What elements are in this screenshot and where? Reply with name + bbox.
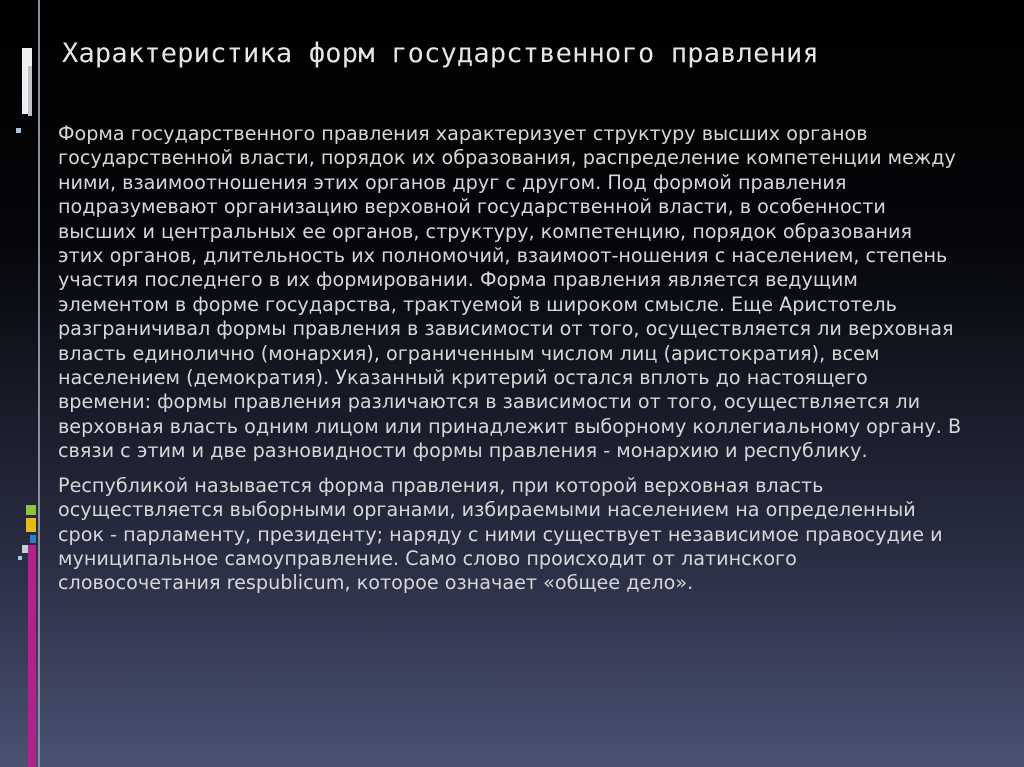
strip-divider-line [38,0,40,767]
slide-content [58,122,963,606]
slide-title: Характеристика форм государственного правления [62,38,819,69]
magenta-bar-deco [28,545,36,767]
green-stripe-deco [26,505,36,515]
small-marker-deco-2 [18,556,22,560]
paragraph-republic: Республикой называется форма правления, при которой верховная власть осуществляется выборными органами, избираемыми населением на определенный срок - парламенту, президенту; наряду с ними существует независимое правосудие и муниципальное самоуправление. Само слово происходит от латинского словосочетания respublicum, которое означает «общее дело». [58,473,943,595]
blue-stripe-deco [30,535,36,543]
white-bar-deco-2 [28,66,32,116]
small-marker-deco [16,128,21,133]
yellow-stripe-deco [26,518,36,532]
left-decorative-strip [0,0,40,767]
paragraph-form-of-government: Форма государственного правления характеризует структуру высших органов государственной власти, порядок их образования, распределение компетенции между ними, взаимоотношения этих органов друг с другом. Под формой правления подразумевают организацию верховной государственной власти, в особенности высших и центральных ее органов, структуру, компетенцию, порядок образования этих органов, длительность их полномочий, взаимоот-ношения с населением, степень участия последнего в их формировании. Форма правления является ведущим элементом в форме государства, трактуемой в широком смысле. Еще Аристотель разграничивал формы правления в зависимости от того, осуществляется ли верховная власть единолично (монархия), ограниченным числом лиц (аристократия), всем населением (демократия). Указанный критерий остался вплоть до настоящего времени: формы правления различаются в зависимости от того, осуществляется ли верховная власть одним лицом или принадлежит выборному коллегиальному органу. В связи с этим и две разновидности формы правления - монархию и республику. [58,122,962,463]
